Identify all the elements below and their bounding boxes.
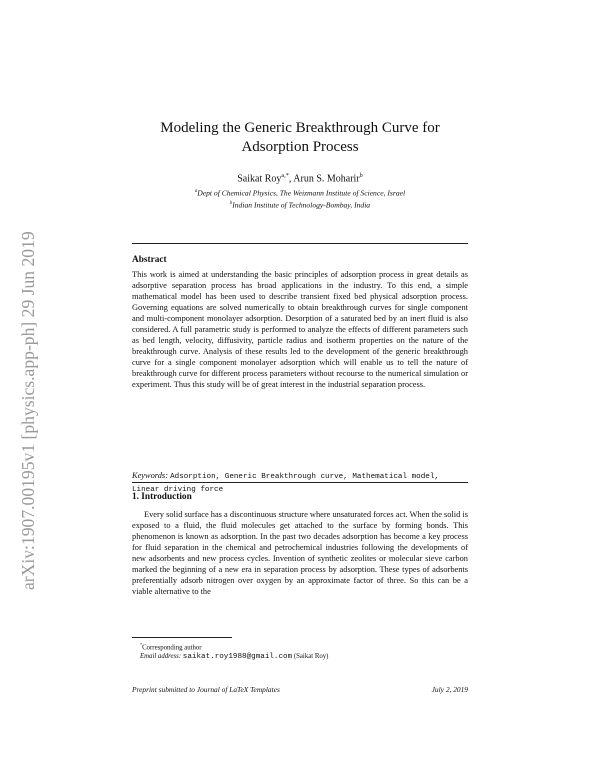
divider-top: [132, 243, 468, 244]
footnote-divider: [132, 637, 232, 638]
author-list: [100, 172, 500, 184]
abstract-text: This work is aimed at understanding the basic principles of adsorption process in great details as adsorptive separation process has broad applications in the industry. To this end, a simple mathematical model has been used to describe transient fixed bed physical adsorption process. Governing equations are solved numerically to obtain breakthrough curves for single component and multi-component monolayer adsorption. Desorption of a saturated bed by an inert fluid is also considered. A full parametric study is performed to analyze the effects of different parameters such as bed length, velocity, diffusivity, particle radius and isotherm properties on the nature of the breakthrough curve. Analysis of these results led to the development of the generic breakthrough curve for a single component monolayer adsorption which will enable us to tell the nature of breakthrough curve for different process parameters without recourse to the numerical simulation or experiment. Thus this study will be of great interest in the industrial separation process.: [132, 270, 468, 389]
divider-bottom: [132, 482, 468, 483]
author-2-affil: b: [359, 172, 363, 179]
abstract-heading: Abstract: [132, 255, 167, 265]
footnote-corresponding: *Corresponding author: [140, 642, 202, 652]
keywords-list: Adsorption, Generic Breakthrough curve, Mathematical model, Linear driving force: [132, 473, 439, 494]
author-1: Saikat Roy: [237, 173, 282, 185]
footnote-email: Email address: saikat.roy1988@gmail.com (Saikat Roy): [140, 653, 329, 662]
section-heading: 1. Introduction: [132, 492, 192, 502]
arxiv-stamp-text: arXiv:1907.00195v1 [physics.app-ph] 29 Jun 2019: [18, 231, 38, 590]
affiliation-b: $^b$Indian Institute of Technology-Bombay, India: [229, 200, 371, 210]
footer-journal: Preprint submitted to Journal of LaTeX Templates: [132, 685, 280, 694]
page-footer: [132, 685, 468, 694]
keywords-label: Keywords:: [132, 471, 168, 480]
title-line-2: Adsorption Process: [241, 139, 359, 155]
author-1-affil: a,*: [281, 172, 289, 179]
title-line-1: Modeling the Generic Breakthrough Curve for: [160, 120, 440, 136]
intro-paragraph: Every solid surface has a discontinuous structure where unsaturated forces act. When the solid is exposed to a fluid, the fluid molecules get attached to the surface by forming bonds. This phenomenon is known as adsorption. In the past two decades adsorption has become a key process for fluid separation in the chemical and petrochemical industries following the developments of new adsorbents and new process cycles. Invention of synthetic zeolites or molecular sieve carbon marked the beginning of a new era in separation process by adsorption. These types of adsorbents preferentially adsorb nitrogen over oxygen by an approximate factor of three. So this can be a viable alternative to the: [132, 510, 468, 596]
footnote: [140, 640, 328, 662]
author-2: Arun S. Moharir: [293, 173, 360, 185]
footer-date: July 2, 2019: [431, 685, 468, 694]
author-separator: ,: [288, 173, 294, 185]
affiliation-a: $^a$Dept of Chemical Physics, The Weizmann Institute of Science, Israel: [194, 188, 406, 198]
paper-title: [100, 119, 500, 157]
email-link[interactable]: saikat.roy1988@gmail.com: [182, 653, 293, 662]
arxiv-stamp: [6, 160, 46, 590]
affiliations: [100, 187, 500, 210]
